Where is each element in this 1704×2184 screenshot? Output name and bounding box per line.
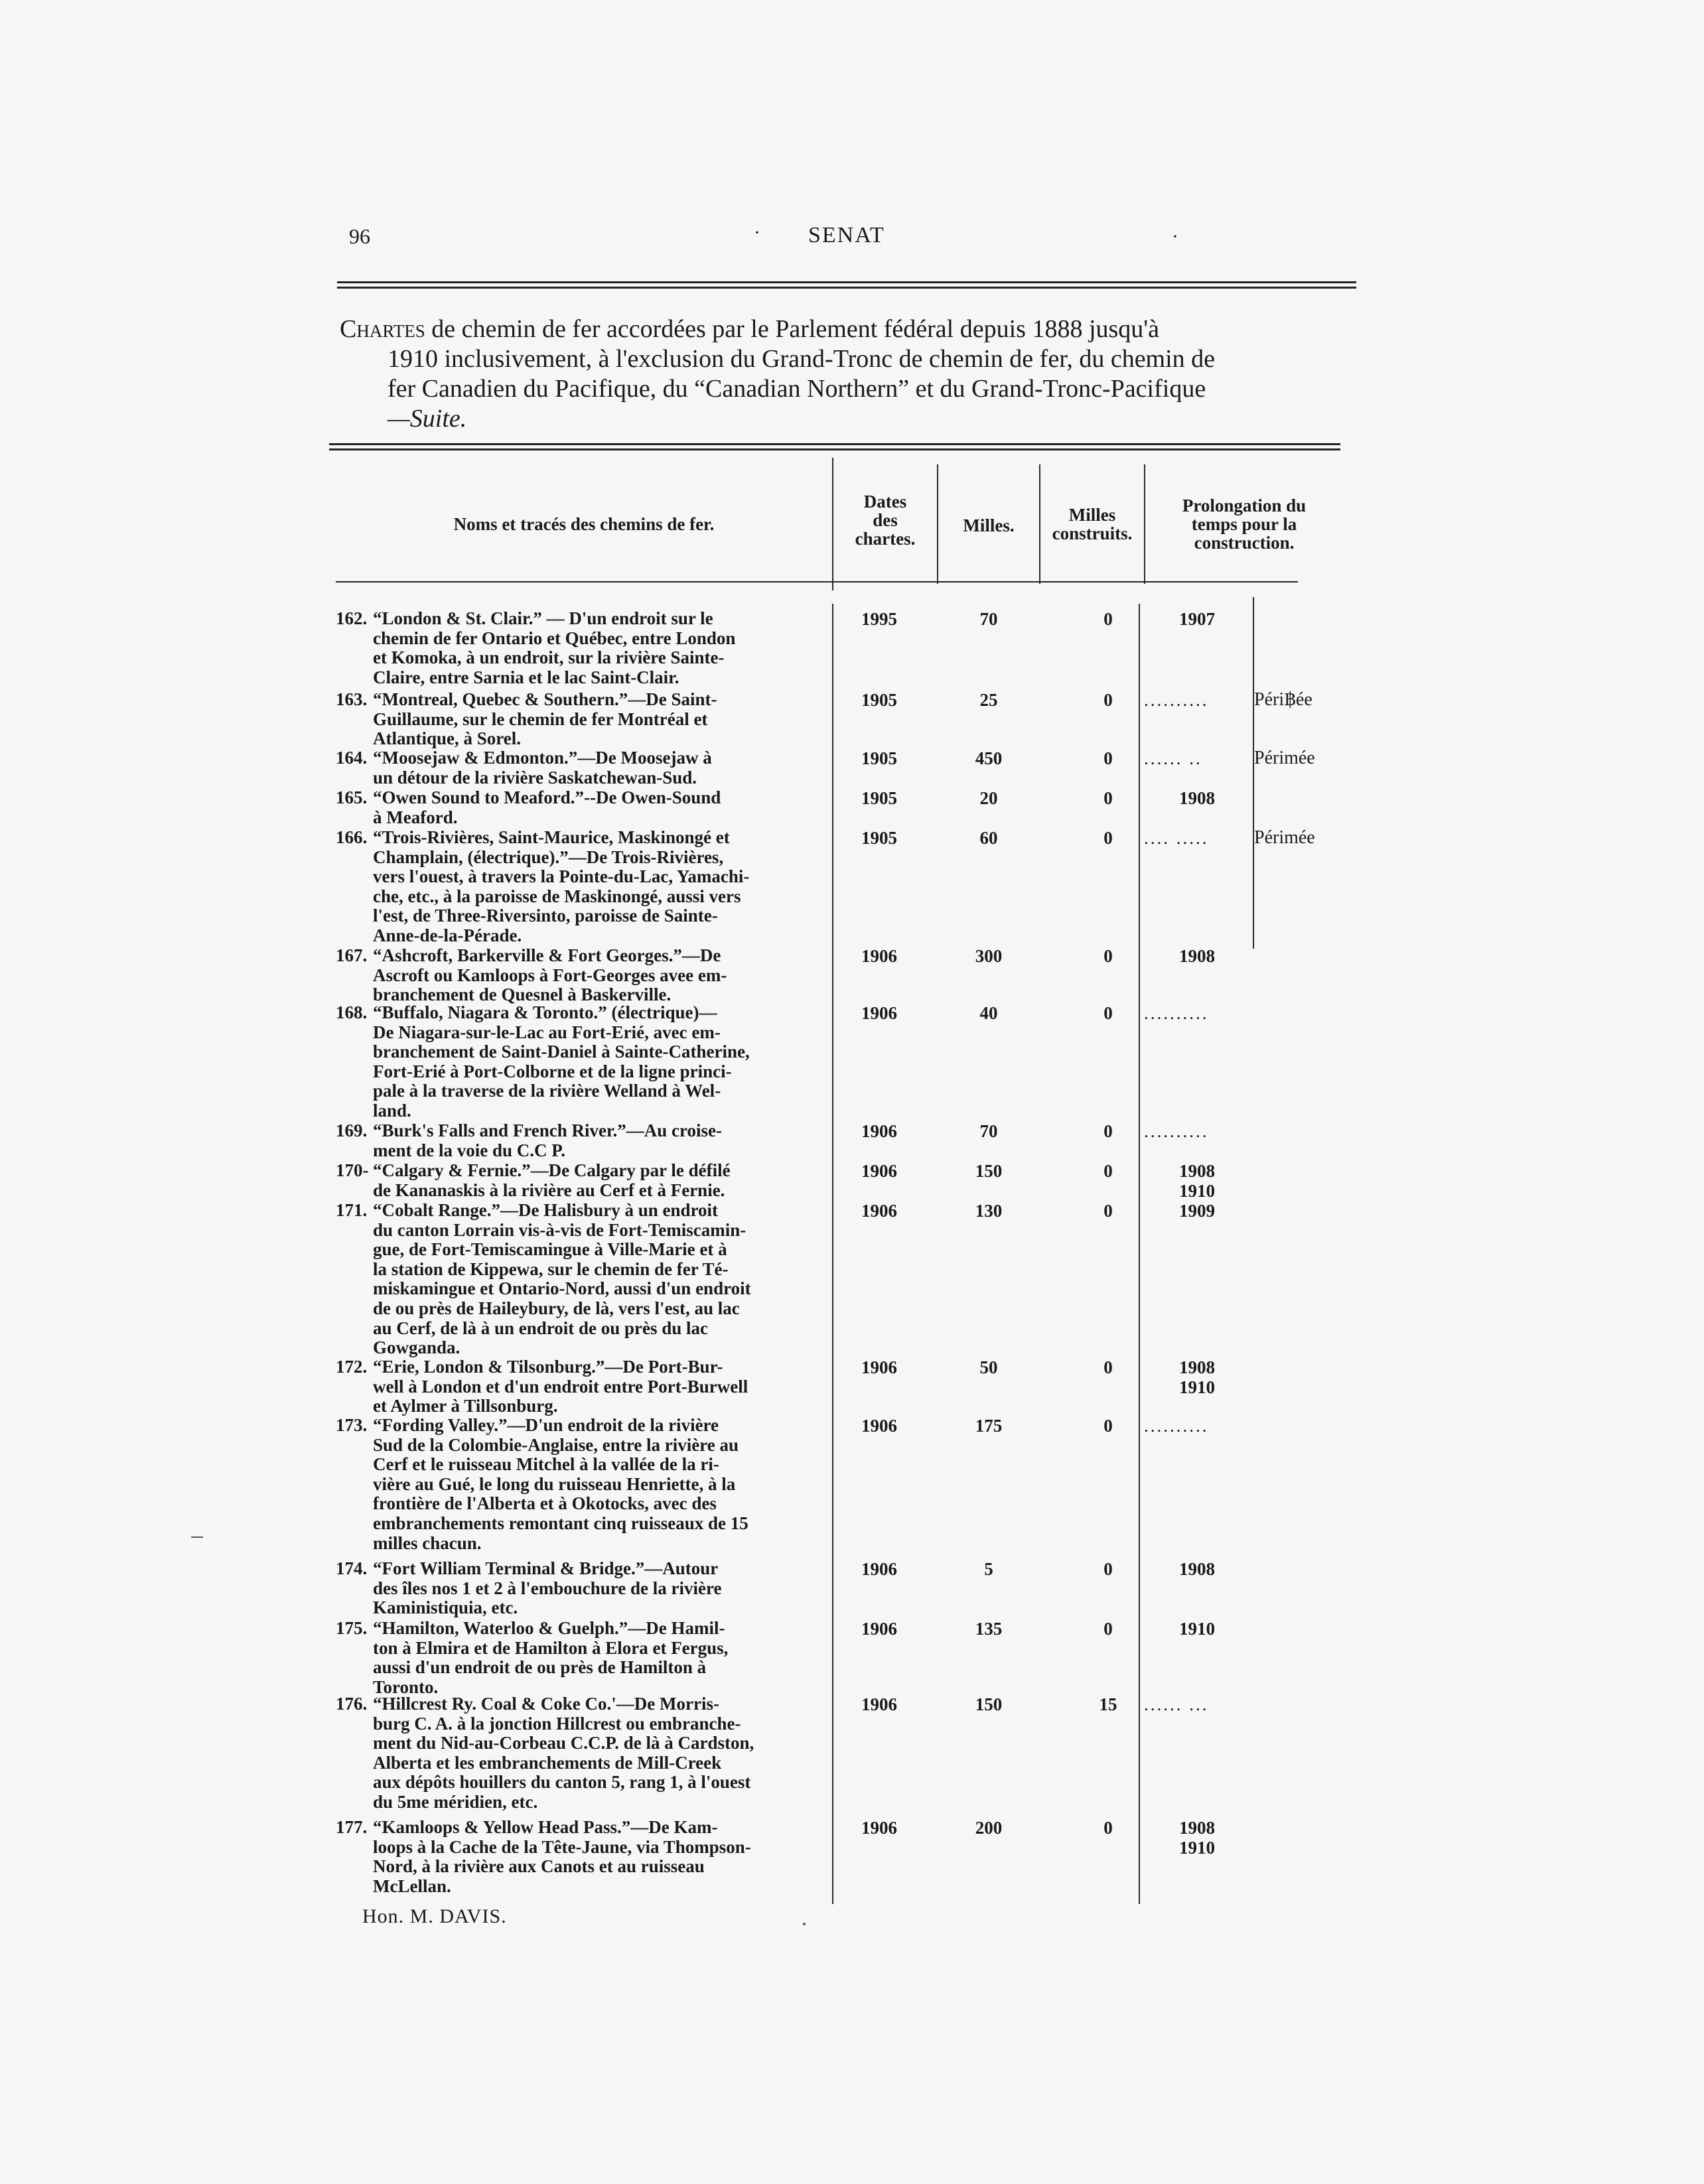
milles-value: 25 [979, 690, 998, 710]
row-title: “Montreal, Quebec & Southern.”—De Saint- [373, 689, 717, 709]
description-line: Guillaume, sur le chemin de fer Montréal et [373, 709, 708, 729]
row-title: “Burk's Falls and French River.”—Au croise- [373, 1121, 723, 1140]
description-line: du canton Lorrain vis-à-vis de Fort-Temiscamin- [373, 1219, 746, 1240]
milles-construits-value: 0 [1103, 1416, 1113, 1436]
column-divider [937, 464, 938, 584]
scan-mark [803, 1923, 806, 1925]
charter-date: 1906 [861, 946, 897, 966]
top-rule [337, 281, 1356, 283]
table-top-rule [329, 443, 1340, 445]
milles-construits-value: 0 [1103, 1818, 1113, 1838]
description-line [336, 748, 832, 768]
description-line: milles chacun. [373, 1533, 482, 1553]
description-line: un détour de la rivière Saskatchewan-Sud. [373, 767, 697, 787]
milles-value: 135 [975, 1619, 1003, 1639]
milles-value: 40 [979, 1003, 998, 1023]
milles-construits-value: 0 [1103, 1559, 1113, 1579]
description-line [336, 1161, 832, 1181]
caption-line: 1910 inclusivement, à l'exclusion du Grand-Tronc de chemin de fer, du chemin de [388, 345, 1216, 373]
milles-value: 130 [975, 1201, 1003, 1221]
milles-value: 150 [975, 1161, 1003, 1181]
milles-construits-value: 0 [1103, 828, 1113, 848]
description-line: à Meaford. [373, 807, 458, 827]
description-line [336, 828, 832, 848]
description-line [336, 609, 832, 629]
caption-suite: —Suite. [388, 405, 467, 433]
column-header-line: Prolongation du [1182, 496, 1307, 515]
status-note: Périmée [1254, 827, 1315, 848]
column-header-line: Dates [863, 492, 907, 512]
caption-line: fer Canadien du Pacifique, du “Canadian Northern” et du Grand-Tronc-Pacifique [388, 375, 1206, 403]
description-line: embranchements remontant cinq ruisseaux de 15 [373, 1513, 748, 1533]
milles-value: 300 [975, 946, 1003, 966]
description-line: ment de la voie du C.C P. [373, 1140, 566, 1160]
milles-construits-value: 0 [1103, 748, 1113, 768]
top-rule [337, 287, 1356, 289]
description-line [336, 1416, 832, 1436]
row-number: 171. [336, 1200, 368, 1220]
row-number: 167. [336, 945, 368, 965]
description-line: ment du Nid-au-Corbeau C.C.P. de là à Cardston, [373, 1733, 754, 1753]
stray-mark: · [1172, 226, 1178, 247]
description-line: Fort-Erié à Port-Colborne et de la ligne princi- [373, 1061, 732, 1081]
milles-construits-value: 0 [1103, 1121, 1113, 1141]
status-note: Péri฿ée [1254, 689, 1313, 710]
prolongation-leader-dots: ...... .. [1144, 748, 1202, 768]
row-title: “Buffalo, Niagara & Toronto.” (électrique)— [373, 1002, 717, 1022]
row-number: 174. [336, 1558, 368, 1578]
column-header-names: Noms et tracés des chemins de fer. [453, 514, 715, 534]
prolongation-value: 1908 [1179, 1559, 1215, 1579]
row-number: 166. [336, 827, 368, 847]
row-title: “Fort William Terminal & Bridge.”—Autour [373, 1558, 719, 1578]
description-line [336, 1003, 832, 1023]
milles-construits-value: 0 [1103, 1357, 1113, 1377]
description-line: frontière de l'Alberta et à Okotocks, avec des [373, 1493, 717, 1514]
charter-date: 1906 [861, 1416, 897, 1436]
column-header-line: construction. [1194, 533, 1295, 553]
column-header-line: des [873, 510, 898, 530]
milles-value: 70 [979, 609, 998, 629]
table-row-description [336, 1357, 832, 1416]
prolongation-value: 1908 [1179, 946, 1215, 966]
description-line: du 5me méridien, etc. [373, 1791, 538, 1812]
row-number: 170- [336, 1160, 369, 1180]
row-number: 168. [336, 1002, 368, 1022]
description-line: Cerf et le ruisseau Mitchel à la vallée de la ri- [373, 1454, 719, 1475]
row-number: 177. [336, 1817, 368, 1837]
row-title: “Trois-Rivières, Saint-Maurice, Maskinongé et [373, 827, 730, 847]
signature: Hon. M. DAVIS. [362, 1905, 507, 1927]
description-line: vers l'ouest, à travers la Pointe-du-Lac, Yamachi- [373, 866, 750, 887]
description-line: miskamingue et Ontario-Nord, aussi d'un endroit [373, 1278, 751, 1299]
row-title: “Fording Valley.”—D'un endroit de la rivière [373, 1415, 719, 1435]
description-line: aux dépôts houillers du canton 5, rang 1, à l'ouest [373, 1772, 751, 1793]
description-line: des îles nos 1 et 2 à l'embouchure de la rivière [373, 1578, 722, 1598]
milles-value: 450 [975, 748, 1003, 768]
description-line [336, 1619, 832, 1639]
milles-value: 150 [975, 1694, 1003, 1714]
description-line: l'est, de Three-Riversinto, paroisse de Sainte- [373, 906, 718, 926]
row-title: “Moosejaw & Edmonton.”—De Moosejaw à [373, 748, 712, 768]
prolongation-leader-dots: .......... [1144, 1003, 1209, 1023]
row-number: 162. [336, 608, 368, 628]
milles-construits-value: 15 [1099, 1694, 1117, 1714]
status-note: Périmée [1254, 748, 1315, 768]
row-number: 163. [336, 689, 368, 709]
row-number: 165. [336, 787, 368, 807]
charter-date: 1906 [861, 1559, 897, 1579]
row-title: “Hamilton, Waterloo & Guelph.”—De Hamil- [373, 1618, 725, 1638]
description-line: Atlantique, à Sorel. [373, 728, 522, 749]
description-line: Gowganda. [373, 1337, 461, 1358]
milles-construits-value: 0 [1103, 1003, 1113, 1023]
row-title: “Ashcroft, Barkerville & Fort Georges.”—De [373, 945, 721, 965]
description-line: branchement de Quesnel à Baskerville. [373, 985, 672, 1005]
description-line: loops à la Cache de la Tête-Jaune, via Thompson- [373, 1836, 751, 1857]
header-bottom-rule [336, 581, 1298, 582]
prolongation-leader-dots: ...... ... [1144, 1694, 1209, 1714]
milles-value: 20 [979, 788, 998, 808]
column-divider [832, 604, 833, 1904]
description-line: Champlain, (électrique).”—De Trois-Rivières, [373, 847, 724, 867]
scan-mark [191, 1536, 203, 1538]
description-line: aussi d'un endroit de ou près de Hamilton à [373, 1657, 707, 1678]
row-number: 169. [336, 1121, 368, 1140]
milles-construits-value: 0 [1103, 609, 1113, 629]
column-header-dates [837, 492, 933, 548]
prolongation-value: 1907 [1179, 609, 1215, 629]
description-line: chemin de fer Ontario et Québec, entre London [373, 628, 736, 648]
milles-construits-value: 0 [1103, 1161, 1113, 1181]
description-line: well à London et d'un endroit entre Port-Burwell [373, 1376, 748, 1397]
page-header-title: SENAT [808, 223, 885, 247]
charter-date: 1906 [861, 1201, 897, 1221]
description-line [336, 690, 832, 710]
charter-date: 1905 [861, 788, 897, 808]
table-row-description [336, 1121, 832, 1160]
column-divider [832, 458, 833, 590]
column-divider [1144, 464, 1145, 584]
milles-construits-value: 0 [1103, 788, 1113, 808]
prolongation-leader-dots: .......... [1144, 690, 1209, 710]
description-line: Sud de la Colombie-Anglaise, entre la rivière au [373, 1434, 739, 1455]
charter-date: 1906 [861, 1121, 897, 1141]
table-row-description [336, 1694, 832, 1812]
description-line: et Komoka, à un endroit, sur la rivière Sainte- [373, 648, 725, 668]
description-line: de ou près de Haileybury, de là, vers l'est, au lac [373, 1298, 740, 1318]
prolongation-leader-dots: .... ..... [1144, 828, 1209, 848]
description-line [336, 1357, 832, 1377]
description-line: Ascroft ou Kamloops à Fort-Georges avee em- [373, 965, 727, 985]
description-line: gue, de Fort-Temiscamingue à Ville-Marie et à [373, 1239, 727, 1260]
description-line [336, 1201, 832, 1221]
description-line: Nord, à la rivière aux Canots et au ruisseau [373, 1856, 705, 1877]
description-line: vière au Gué, le long du ruisseau Henriette, à la [373, 1473, 736, 1494]
caption-lead: Chartes [340, 315, 425, 343]
charter-date: 1906 [861, 1161, 897, 1181]
row-title: “Kamloops & Yellow Head Pass.”—De Kam- [373, 1817, 718, 1837]
row-title: “Calgary & Fernie.”—De Calgary par le défilé [373, 1160, 731, 1180]
description-line: land. [373, 1100, 411, 1121]
charter-date: 1906 [861, 1003, 897, 1023]
row-number: 175. [336, 1618, 368, 1638]
caption-line: de chemin de fer accordées par le Parlement fédéral depuis 1888 jusqu'à [425, 315, 1160, 343]
table-caption [340, 314, 1348, 434]
table-row-description [336, 1416, 832, 1553]
column-divider [1253, 597, 1254, 949]
page-number: 96 [349, 224, 370, 248]
row-number: 176. [336, 1694, 368, 1714]
milles-construits-value: 0 [1103, 946, 1113, 966]
description-line [336, 788, 832, 808]
description-line: et Aylmer à Tillsonburg. [373, 1396, 558, 1416]
description-line: Toronto. [373, 1676, 439, 1697]
description-line: branchement de Saint-Daniel à Sainte-Catherine, [373, 1042, 750, 1062]
row-title: “Hillcrest Ry. Coal & Coke Co.'—De Morris- [373, 1694, 719, 1714]
milles-value: 200 [975, 1818, 1003, 1838]
milles-construits-value: 0 [1103, 1201, 1113, 1221]
table-row-description [336, 946, 832, 1005]
description-line: ton à Elmira et de Hamilton à Elora et Fergus, [373, 1637, 729, 1658]
row-number: 173. [336, 1415, 368, 1435]
charter-date: 1906 [861, 1619, 897, 1639]
row-number: 164. [336, 748, 368, 768]
row-number: 172. [336, 1357, 368, 1377]
milles-construits-value: 0 [1103, 1619, 1113, 1639]
description-line: Alberta et les embranchements de Mill-Creek [373, 1752, 722, 1773]
column-header-line: temps pour la [1191, 514, 1297, 534]
table-top-rule [329, 448, 1340, 450]
table-row-description [336, 1818, 832, 1896]
prolongation-value: 1908 [1179, 788, 1215, 808]
charter-date: 1906 [861, 1818, 897, 1838]
description-line: Claire, entre Sarnia et le lac Saint-Clair. [373, 667, 679, 687]
prolongation-leader-dots: .......... [1144, 1121, 1209, 1141]
table-row-description [336, 788, 832, 827]
description-line: Kaministiquia, etc. [373, 1598, 518, 1618]
row-title: “Erie, London & Tilsonburg.”—De Port-Bur- [373, 1357, 723, 1377]
charter-date: 1995 [861, 609, 897, 629]
row-title: “Owen Sound to Meaford.”--De Owen-Sound [373, 787, 721, 807]
column-header-line: chartes. [855, 529, 916, 549]
charter-date: 1905 [861, 690, 897, 710]
description-line [336, 1818, 832, 1838]
description-line: au Cerf, de là à un endroit de ou près du lac [373, 1318, 709, 1338]
table-row-description [336, 1003, 832, 1121]
description-line: de Kananaskis à la rivière au Cerf et à Fernie. [373, 1180, 725, 1200]
description-line: burg C. A. à la jonction Hillcrest ou embranche- [373, 1713, 741, 1734]
prolongation-value: 1908 1910 [1179, 1818, 1215, 1858]
column-header-line: Milles [1068, 505, 1116, 525]
table-row-description [336, 1619, 832, 1697]
description-line: la station de Kippewa, sur le chemin de fer Té- [373, 1259, 729, 1279]
description-line [336, 1559, 832, 1579]
column-header-prolongation [1148, 496, 1340, 552]
table-row-description [336, 828, 832, 946]
milles-value: 5 [984, 1559, 993, 1579]
description-line: pale à la traverse de la rivière Welland à Wel- [373, 1081, 721, 1101]
column-header-milles: Milles. [963, 515, 1015, 535]
milles-value: 50 [979, 1357, 998, 1377]
description-line [336, 1694, 832, 1714]
prolongation-value: 1908 1910 [1179, 1161, 1215, 1201]
charter-date: 1905 [861, 748, 897, 768]
description-line [336, 946, 832, 966]
table-row-description [336, 1559, 832, 1618]
description-line: Anne-de-la-Pérade. [373, 925, 522, 945]
prolongation-value: 1908 1910 [1179, 1357, 1215, 1397]
table-row-description [336, 1161, 832, 1200]
description-line: che, etc., à la paroisse de Maskinongé, aussi vers [373, 886, 741, 906]
charter-date: 1906 [861, 1694, 897, 1714]
table-row-description [336, 690, 832, 749]
description-line: McLellan. [373, 1876, 451, 1896]
column-header-construits [1040, 506, 1144, 543]
row-title: “Cobalt Range.”—De Halisbury à un endroit [373, 1200, 719, 1220]
charter-date: 1905 [861, 828, 897, 848]
prolongation-leader-dots: .......... [1144, 1416, 1209, 1436]
stray-mark: · [754, 222, 760, 243]
charter-date: 1906 [861, 1357, 897, 1377]
milles-value: 60 [979, 828, 998, 848]
table-row-description [336, 1201, 832, 1358]
prolongation-value: 1910 [1179, 1619, 1215, 1639]
milles-value: 70 [979, 1121, 998, 1141]
prolongation-value: 1909 [1179, 1201, 1215, 1221]
column-header-line: construits. [1052, 523, 1133, 543]
table-row-description [336, 748, 832, 787]
milles-construits-value: 0 [1103, 690, 1113, 710]
description-line: De Niagara-sur-le-Lac au Fort-Erié, avec em- [373, 1022, 721, 1042]
milles-value: 175 [975, 1416, 1003, 1436]
description-line [336, 1121, 832, 1141]
table-row-description [336, 609, 832, 687]
row-title: “London & St. Clair.” — D'un endroit sur le [373, 608, 713, 628]
